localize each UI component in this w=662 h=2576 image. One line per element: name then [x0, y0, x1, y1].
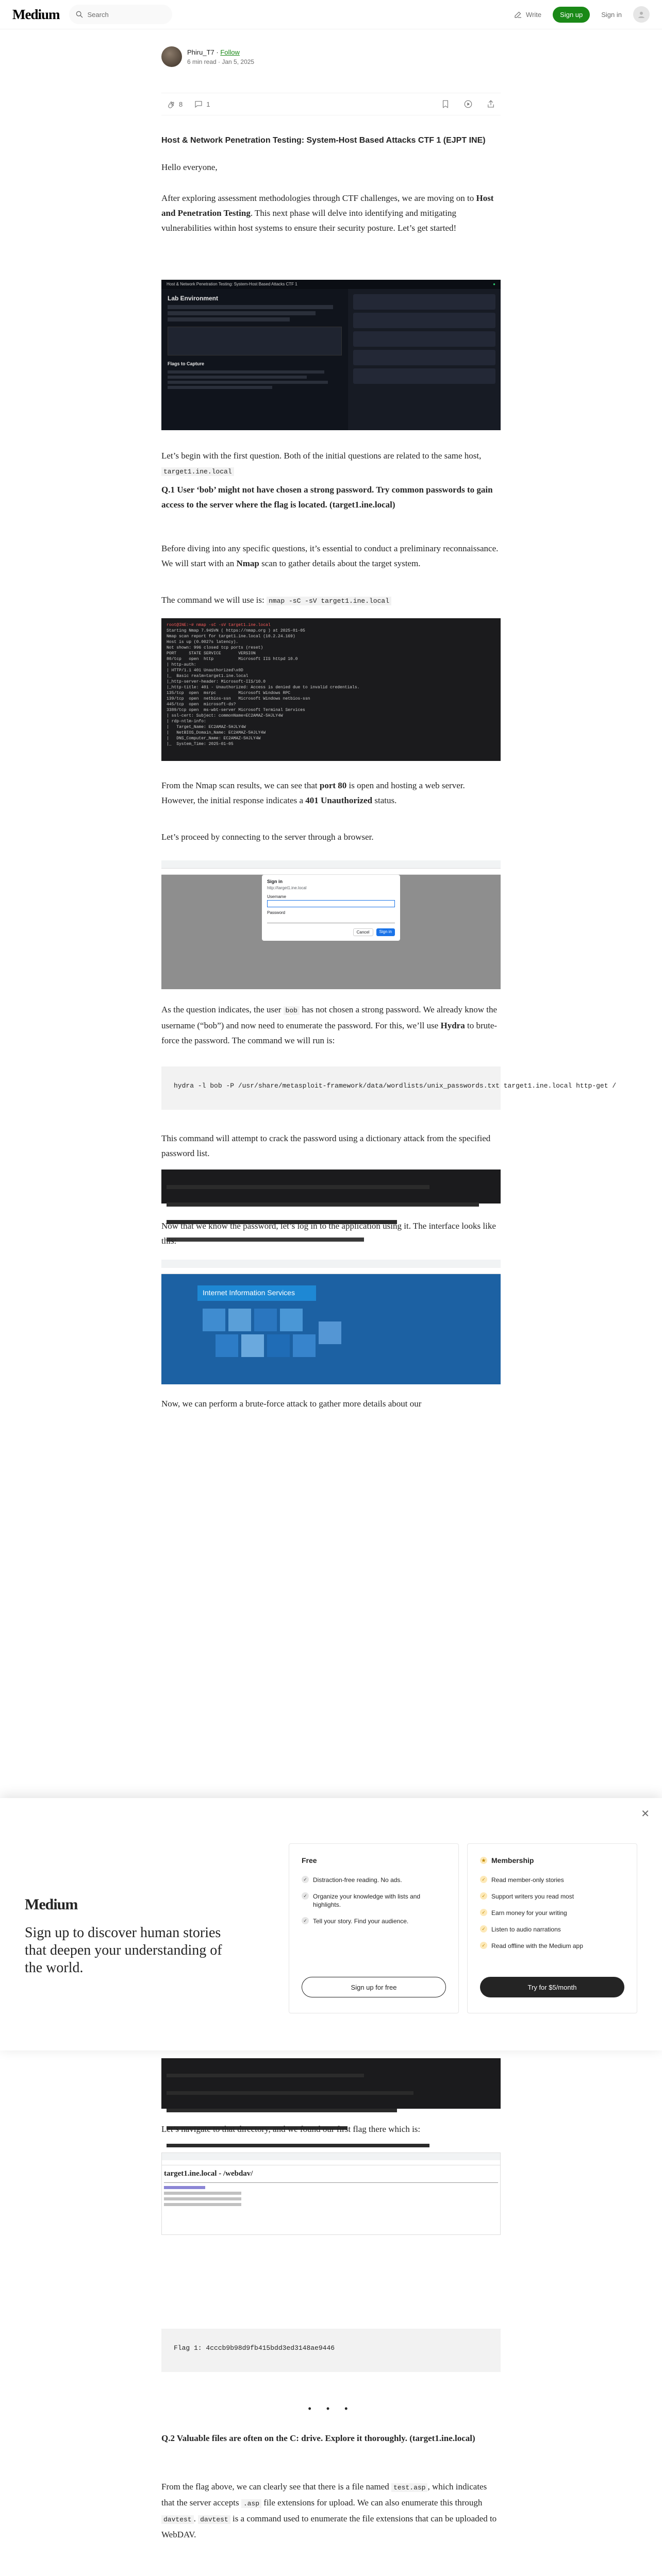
- write-label: Write: [526, 10, 542, 19]
- overlay-medium-logo: Medium: [25, 1896, 78, 1913]
- clap-icon: [167, 99, 176, 109]
- try-membership-button[interactable]: Try for $5/month: [480, 1977, 624, 1997]
- paragraph-greeting: Hello everyone,: [161, 162, 218, 172]
- nmap-output-line: | DNS_Computer_Name: EC2AMAZ-5HJLY4W: [167, 736, 261, 741]
- nmap-scan-output: [161, 618, 501, 761]
- author-name[interactable]: Phiru_T7: [187, 48, 214, 56]
- dirb-output: [161, 2058, 501, 2109]
- nmap-output-line: |_ Basic realm=target1.ine.local: [167, 674, 249, 679]
- read-time: 6 min read: [187, 58, 217, 65]
- article-title: Host & Network Penetration Testing: System-Host Based Attacks CTF 1 (EJPT INE): [161, 136, 486, 145]
- directory-title: target1.ine.local - /webdav/: [164, 2170, 253, 2178]
- password-label: Password: [267, 910, 286, 915]
- lab-header-title: Host & Network Penetration Testing: System-Host Based Attacks CTF 1: [167, 282, 297, 286]
- password-field[interactable]: [267, 916, 395, 923]
- nmap-output-line: root@INE:~# nmap -sC -sV target1.ine.local: [167, 623, 271, 628]
- check-icon: ✓: [302, 1892, 309, 1900]
- close-icon[interactable]: ✕: [641, 1808, 650, 1820]
- article-actions-bar: [161, 93, 501, 115]
- login-dialog-site: http://target1.ine.local: [267, 886, 307, 890]
- check-icon: ✓: [480, 1892, 487, 1900]
- follow-link[interactable]: Follow: [220, 48, 240, 56]
- medium-logo[interactable]: Medium: [12, 6, 60, 22]
- nmap-output-line: |_http-server-header: Microsoft-IIS/10.0: [167, 680, 266, 684]
- nmap-output-line: | rdp-ntlm-info:: [167, 719, 206, 724]
- free-plan-item: ✓ Organize your knowledge with lists and highlights.: [302, 1892, 446, 1909]
- paragraph-brute-force: Now, we can perform a brute-force attack to gather more details about our: [161, 1399, 422, 1409]
- section-separator: • • •: [308, 2403, 354, 2414]
- membership-plan-item: ✓ Read offline with the Medium app: [480, 1942, 624, 1950]
- login-cancel-button[interactable]: Cancel: [353, 928, 373, 936]
- write-icon: [514, 10, 523, 19]
- overlay-tagline: Sign up to discover human stories that deepen your understanding of the world.: [25, 1925, 222, 1976]
- write-button[interactable]: [514, 10, 541, 19]
- nmap-output-line: Starting Nmap 7.94SVN ( https://nmap.org ) at 2025-01-05: [167, 629, 305, 633]
- login-signin-button[interactable]: Sign in: [376, 928, 395, 936]
- top-navigation-bar: [0, 0, 662, 29]
- comment-button[interactable]: [194, 99, 210, 109]
- nmap-output-line: 135/tcp open msrpc Microsoft Windows RPC: [167, 691, 291, 696]
- nmap-output-line: | http-auth:: [167, 663, 196, 667]
- paragraph-browser: Let’s proceed by connecting to the server through a browser.: [161, 832, 374, 842]
- nmap-output-line: |_ System_Time: 2025-01-05: [167, 742, 234, 747]
- search-input[interactable]: [69, 5, 172, 24]
- flags-heading: Flags to Capture: [168, 361, 205, 366]
- paragraph-dictionary: This command will attempt to crack the password using a dictionary attack from the specified password list.: [161, 1133, 491, 1158]
- webdav-directory-screenshot: [161, 2153, 501, 2235]
- check-icon: ✓: [480, 1925, 487, 1933]
- iis-banner: Internet Information Services: [197, 1285, 316, 1301]
- check-icon: ✓: [480, 1942, 487, 1949]
- check-icon: ✓: [302, 1876, 309, 1883]
- paragraph-first-question: Let’s begin with the first question. Both of the initial questions are related to the same host, target1.ine.local: [161, 451, 482, 476]
- membership-plan-item: ✓ Earn money for your writing: [480, 1909, 624, 1917]
- nmap-output-line: Not shown: 996 closed tcp ports (reset): [167, 646, 263, 650]
- sign-in-link[interactable]: Sign in: [601, 10, 622, 19]
- nmap-output-line: 445/tcp open microsoft-ds?: [167, 702, 236, 707]
- publish-date: Jan 5, 2025: [222, 58, 255, 65]
- membership-plan-item: ✓ Listen to audio narrations: [480, 1925, 624, 1934]
- iis-welcome-screenshot: [161, 1260, 501, 1384]
- paragraph-davtest: From the flag above, we can clearly see that there is a file named test.asp , which indicates that the server accepts .asp file extensions for upload. We can also enumerate this through davtest . davtest is a command used to enumerate the file extensions that can be uploaded to WebDAV.: [161, 2482, 497, 2539]
- hydra-output: [161, 1170, 501, 1204]
- comment-icon: [194, 99, 203, 109]
- flag-1-code: Flag 1: 4cccb9b98d9fb415bdd3ed3148ae9446: [161, 2329, 501, 2372]
- lab-heading: Lab Environment: [168, 295, 219, 302]
- free-plan-card: [289, 1843, 459, 2013]
- nmap-output-line: | HTTP/1.1 401 Unauthorized\x0D: [167, 668, 243, 673]
- paragraph-intro: After exploring assessment methodologies through CTF challenges, we are moving on to Host and Penetration Testing. This next phase will delve into identifying and mitigating vulnerabilities within host systems to ensure their security posture. Let’s get started!: [161, 193, 494, 233]
- clap-count: 8: [179, 100, 183, 108]
- check-icon: ✓: [480, 1909, 487, 1916]
- dot-separator: ·: [216, 48, 219, 56]
- browser-login-screenshot: [161, 860, 501, 989]
- bookmark-icon[interactable]: [441, 99, 450, 109]
- username-field[interactable]: [267, 900, 395, 907]
- free-plan-title: Free: [302, 1856, 317, 1865]
- paragraph-login: Now that we know the password, let’s log in to the application using it. The interface looks like this:: [161, 1221, 496, 1246]
- search-placeholder: Search: [87, 10, 109, 19]
- nmap-output-line: 139/tcp open netbios-ssn Microsoft Windows netbios-ssn: [167, 697, 310, 701]
- membership-plan-title: Membership: [491, 1856, 534, 1865]
- nmap-output-line: Nmap scan report for target1.ine.local (10.2.24.169): [167, 634, 295, 639]
- nmap-output-line: | ssl-cert: Subject: commonName=EC2AMAZ-5HJLY4W: [167, 714, 283, 718]
- login-dialog-title: Sign in: [267, 879, 283, 884]
- lab-status: ●: [493, 282, 495, 286]
- sign-up-free-button[interactable]: Sign up for free: [302, 1977, 446, 1997]
- free-plan-item: ✓ Distraction-free reading. No ads.: [302, 1876, 446, 1884]
- user-avatar-icon[interactable]: [633, 6, 650, 23]
- hydra-command-code: hydra -l bob -P /usr/share/metasploit-framework/data/wordlists/unix_passwords.txt target1.ine.local http-get /: [161, 1066, 501, 1110]
- signup-overlay: [0, 1798, 662, 2050]
- sign-up-button[interactable]: Sign up: [553, 7, 590, 23]
- author-block: Phiru_T7 · Follow 6 min read · Jan 5, 2025: [161, 46, 254, 67]
- check-icon: ✓: [480, 1876, 487, 1883]
- paragraph-navigate: Let’s navigate to that directory, and we found our first flag there which is:: [161, 2124, 421, 2134]
- login-dialog: [262, 875, 400, 941]
- nmap-output-line: | Target_Name: EC2AMAZ-5HJLY4W: [167, 725, 246, 730]
- question-1: Q.1 User ‘bob’ might not have chosen a strong password. Try common passwords to gain access to the server where the flag is located. (target1.ine.local): [161, 485, 493, 510]
- paragraph-hydra: As the question indicates, the user bob has not chosen a strong password. We already know the username (“bob”) and now need to enumerate the password. For this, we’ll use Hydra to brute-force the password. The command we will run is:: [161, 1005, 498, 1045]
- membership-plan-item: ✓ Read member-only stories: [480, 1876, 624, 1884]
- nmap-output-line: 3389/tcp open ms-wbt-server Microsoft Terminal Services: [167, 708, 305, 713]
- free-plan-item: ✓ Tell your story. Find your audience.: [302, 1917, 446, 1925]
- clap-button[interactable]: [167, 99, 183, 109]
- check-icon: ✓: [302, 1917, 309, 1924]
- search-icon: [75, 10, 84, 19]
- paragraph-recon: Before diving into any specific questions, it’s essential to conduct a preliminary reconnaissance. We will start with an Nmap scan to gather details about the target system.: [161, 544, 499, 568]
- question-2: Q.2 Valuable files are often on the C: drive. Explore it thoroughly. (target1.ine.local): [161, 2433, 475, 2443]
- nmap-output-line: Host is up (0.0027s latency).: [167, 640, 239, 645]
- comment-count: 1: [206, 100, 210, 108]
- share-icon[interactable]: [486, 99, 495, 109]
- nmap-output-line: PORT STATE SERVICE VERSION: [167, 651, 256, 656]
- membership-plan-item: ✓ Support writers you read most: [480, 1892, 624, 1901]
- paragraph-nmap-results: From the Nmap scan results, we can see that port 80 is open and hosting a web server. However, the initial response indicates a 401 Unauthorized status.: [161, 781, 465, 805]
- username-label: Username: [267, 894, 286, 899]
- nmap-output-line: |_http-title: 401 - Unauthorized: Access is denied due to invalid credentials.: [167, 685, 360, 690]
- author-avatar[interactable]: [161, 46, 182, 67]
- listen-icon[interactable]: [464, 99, 473, 109]
- star-icon: ★: [480, 1857, 487, 1864]
- paragraph-nmap-command: The command we will use is: nmap -sC -sV target1.ine.local: [161, 592, 501, 608]
- nmap-output-line: | NetBIOS_Domain_Name: EC2AMAZ-5HJLY4W: [167, 731, 266, 735]
- lab-environment-screenshot: [161, 280, 501, 430]
- nmap-output-line: 80/tcp open http Microsoft IIS httpd 10.0: [167, 657, 298, 662]
- membership-plan-card: [467, 1843, 637, 2013]
